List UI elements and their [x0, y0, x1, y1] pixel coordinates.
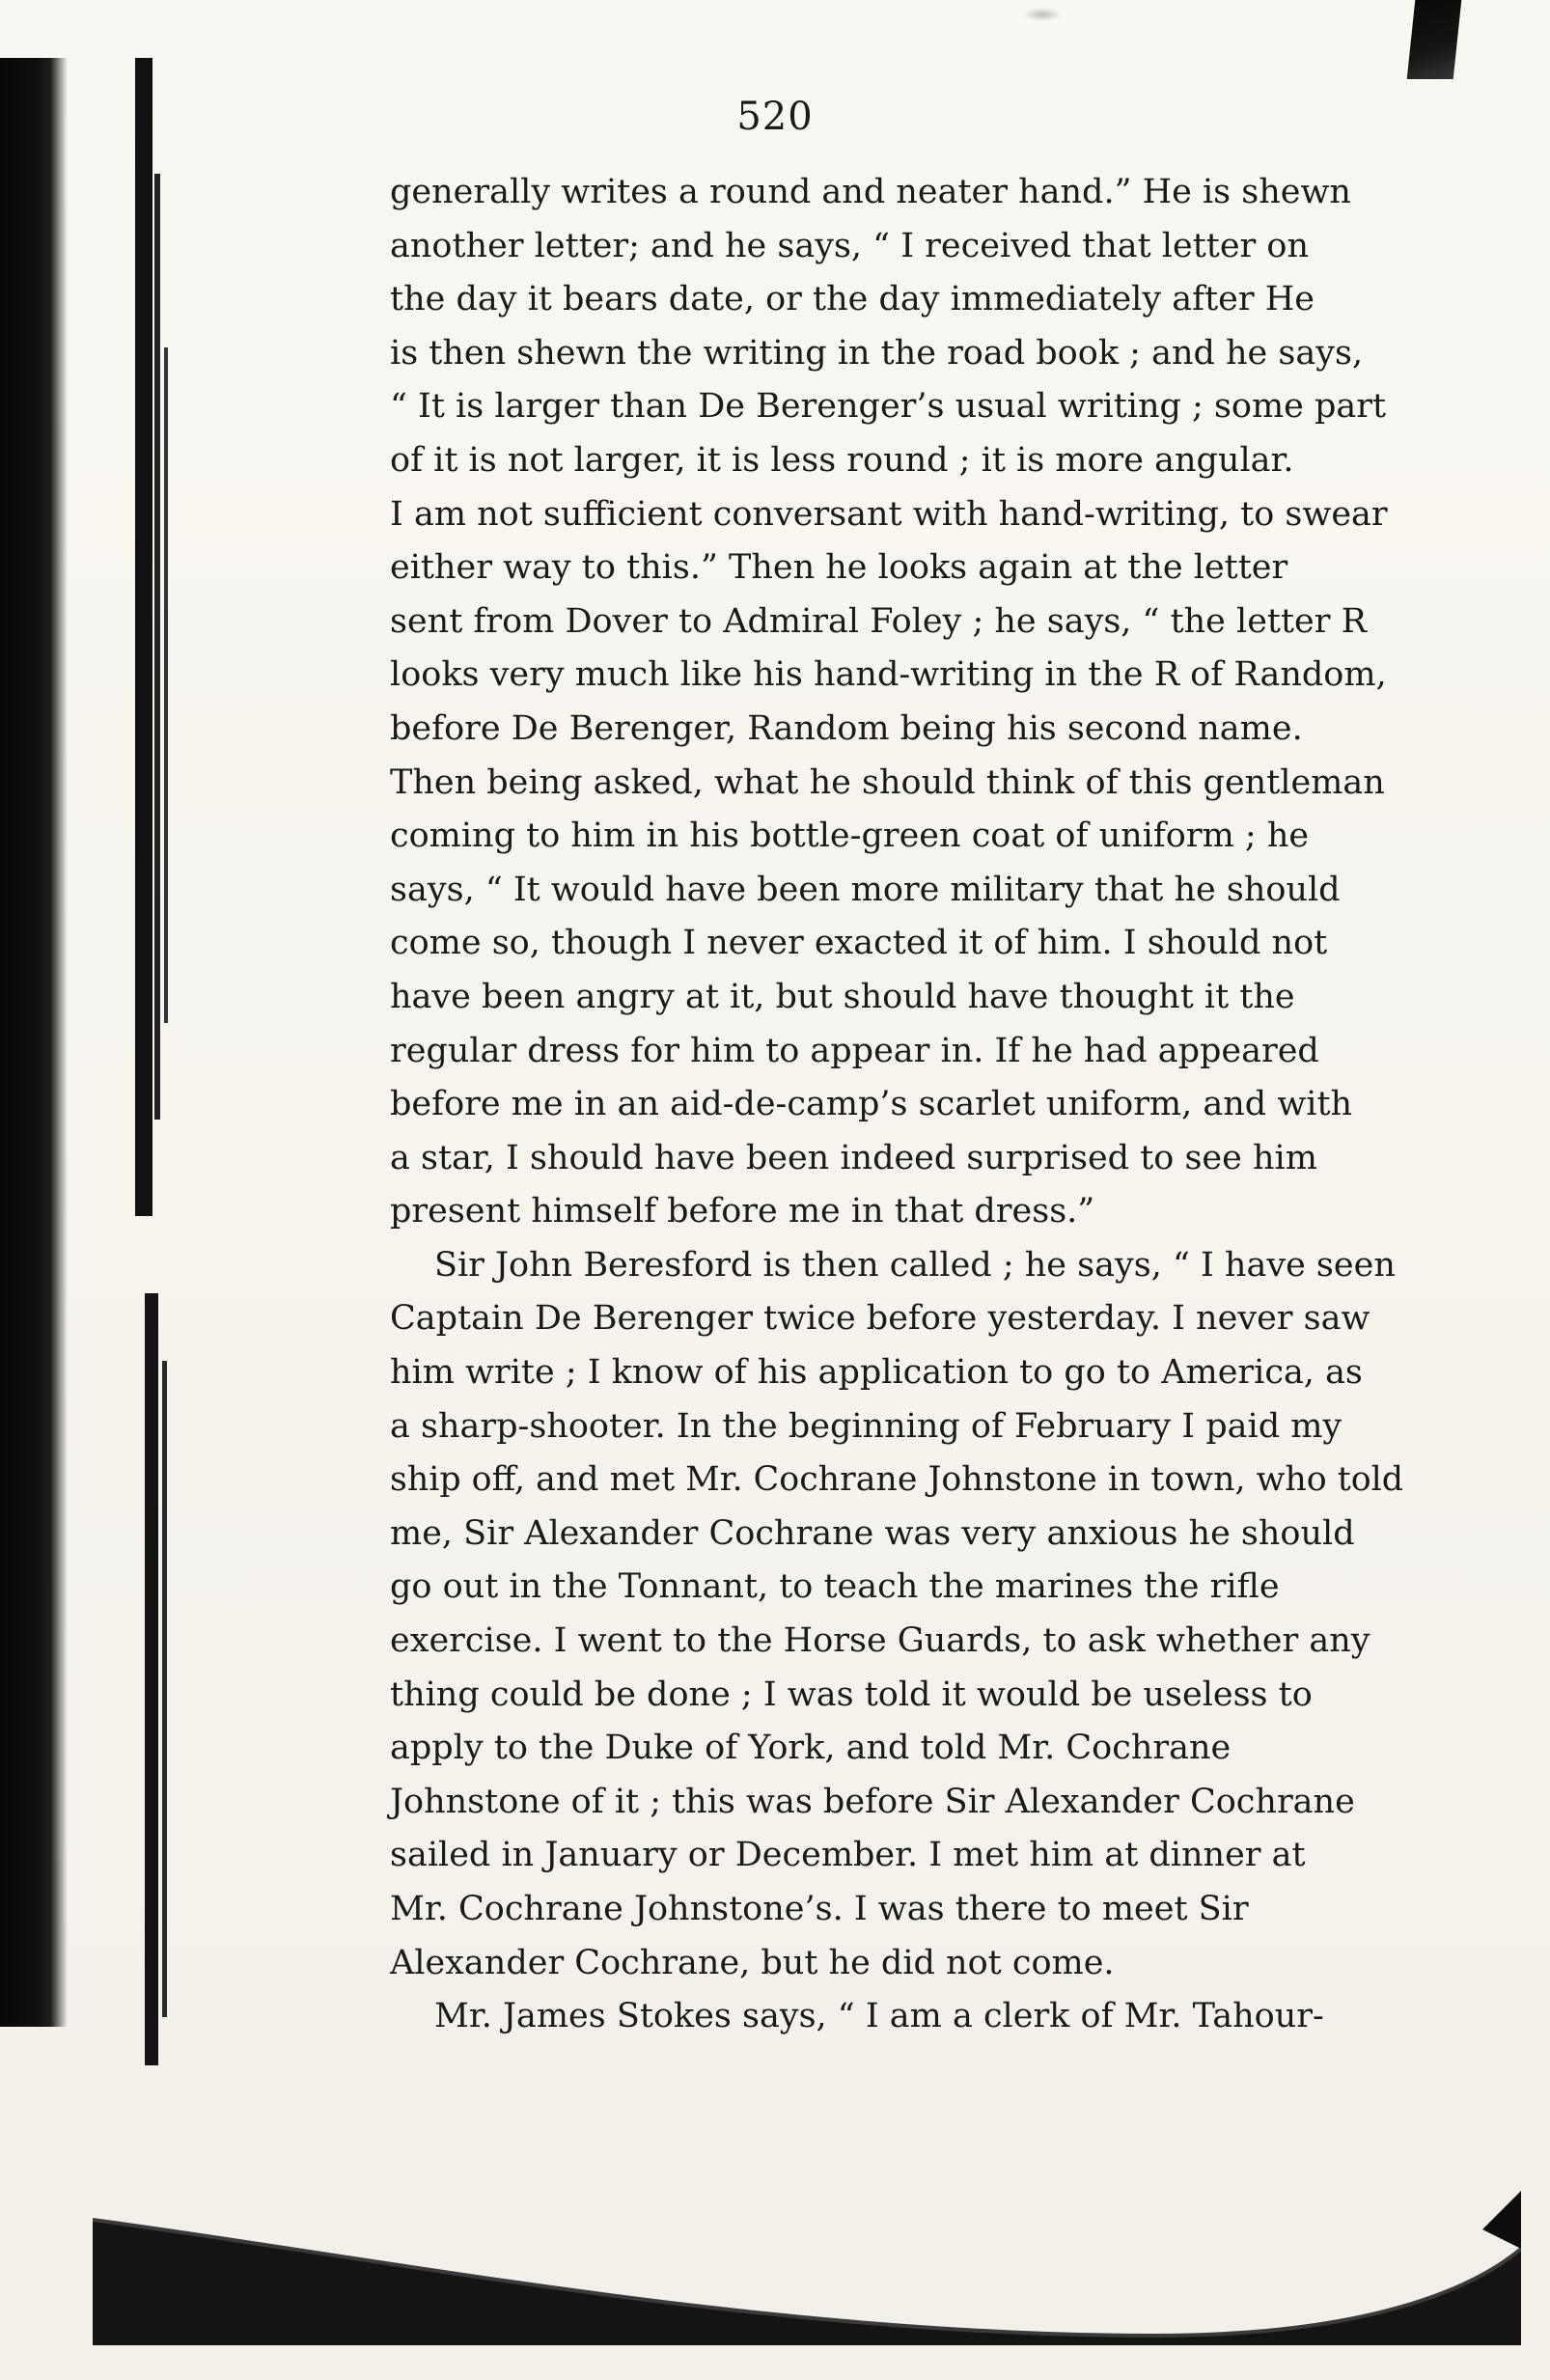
- text-line: [390, 1185, 1403, 1239]
- text-line: [390, 1453, 1403, 1508]
- text-line: [390, 434, 1403, 488]
- text-line-content: regular dress for him to appear in. If he had appeared: [390, 1031, 1319, 1070]
- text-line-content: Alexander Cochrane, but he did not come.: [390, 1943, 1115, 1982]
- text-line: [390, 1078, 1403, 1132]
- binding-shadow: [0, 58, 68, 2027]
- text-line: [390, 971, 1403, 1025]
- text-line-content: Mr. Cochrane Johnstone’s. I was there to meet Sir: [390, 1890, 1249, 1928]
- text-line: [390, 541, 1403, 595]
- top-corner-shadow: [1407, 0, 1462, 79]
- text-line: [390, 1292, 1403, 1346]
- text-line-content: apply to the Duke of York, and told Mr. Cochrane: [390, 1729, 1232, 1768]
- text-line-content: Captain De Berenger twice before yesterday. I never saw: [390, 1299, 1370, 1339]
- text-line: [390, 220, 1403, 274]
- text-line: [390, 1883, 1403, 1937]
- text-line-content: Johnstone of it ; this was before Sir Alexander Cochrane: [390, 1782, 1355, 1821]
- text-line: [390, 1561, 1403, 1615]
- binding-edge-marks: [125, 58, 222, 2065]
- text-line: [390, 1025, 1403, 1079]
- text-line-content: present himself before me in that dress.”: [390, 1192, 1095, 1232]
- text-line: [390, 1239, 1403, 1293]
- text-line: [390, 1990, 1403, 2044]
- text-line-content: generally writes a round and neater hand.” He is shewn: [390, 173, 1351, 211]
- text-line-content: either way to this.” Then he looks again at the letter: [390, 548, 1288, 588]
- text-line-content: says, “ It would have been more military that he should: [390, 870, 1341, 909]
- text-line: [390, 1508, 1403, 1562]
- text-line: [390, 1400, 1403, 1454]
- text-line: [390, 703, 1403, 757]
- text-line-content: Mr. James Stokes says, “ I am a clerk of Mr. Tahour-: [434, 1997, 1324, 2036]
- body-text: [390, 166, 1403, 2044]
- bottom-page-curl: [93, 2191, 1521, 2345]
- text-line-content: come so, though I never exacted it of him. I should not: [390, 924, 1328, 963]
- text-line: [390, 649, 1403, 703]
- text-line-content: go out in the Tonnant, to teach the marines the rifle: [390, 1567, 1280, 1607]
- text-line: [390, 1722, 1403, 1776]
- text-line-content: ship off, and met Mr. Cochrane Johnstone in town, who told: [390, 1460, 1404, 1500]
- text-line-content: before me in an aid-de-camp’s scarlet uniform, and with: [390, 1085, 1353, 1124]
- text-line-content: him write ; I know of his application to go to America, as: [390, 1353, 1363, 1393]
- text-line-content: I am not sufficient conversant with hand-writing, to swear: [390, 494, 1388, 534]
- text-line-content: before De Berenger, Random being his second name.: [390, 708, 1303, 748]
- text-line: [390, 864, 1403, 918]
- text-line-content: sailed in January or December. I met him at dinner at: [390, 1836, 1306, 1875]
- page-number: 520: [736, 95, 814, 139]
- text-line: [390, 810, 1403, 864]
- text-line-content: is then shewn the writing in the road book ; and he says,: [390, 333, 1364, 373]
- text-line: [390, 166, 1403, 220]
- text-line-content: coming to him in his bottle-green coat of uniform ; he: [390, 816, 1310, 856]
- text-line-content: thing could be done ; I was told it would be useless to: [390, 1674, 1313, 1714]
- text-line-content: looks very much like his hand-writing in the R of Random,: [390, 655, 1387, 695]
- text-line-content: “ It is larger than De Berenger’s usual writing ; some part: [390, 387, 1387, 427]
- text-line: [390, 757, 1403, 811]
- text-line-content: of it is not larger, it is less round ; it is more angular.: [390, 440, 1294, 480]
- text-line-content: a star, I should have been indeed surprised to see him: [390, 1138, 1317, 1177]
- text-line: [390, 1615, 1403, 1669]
- text-line-content: have been angry at it, but should have thought it the: [390, 977, 1295, 1016]
- text-line: [390, 327, 1403, 381]
- text-line: [390, 273, 1403, 327]
- text-line-content: Sir John Beresford is then called ; he says, “ I have seen: [434, 1245, 1396, 1285]
- text-line: [390, 380, 1403, 434]
- text-line-content: a sharp-shooter. In the beginning of February I paid my: [390, 1406, 1342, 1446]
- text-line: [390, 1669, 1403, 1723]
- text-line-content: exercise. I went to the Horse Guards, to ask whether any: [390, 1621, 1370, 1661]
- text-line: [390, 917, 1403, 971]
- top-smudge: [1023, 8, 1062, 21]
- text-line-content: another letter; and he says, “ I received that letter on: [390, 226, 1310, 265]
- text-line: [390, 1346, 1403, 1400]
- text-line: [390, 595, 1403, 650]
- text-line: [390, 1937, 1403, 1991]
- text-line-content: sent from Dover to Admiral Foley ; he says, “ the letter R: [390, 601, 1367, 641]
- text-line-content: Then being asked, what he should think of this gentleman: [390, 762, 1385, 802]
- text-line-content: the day it bears date, or the day immediately after He: [390, 280, 1315, 319]
- text-line: [390, 1829, 1403, 1883]
- text-line: [390, 488, 1403, 542]
- text-line: [390, 1132, 1403, 1186]
- text-line-content: me, Sir Alexander Cochrane was very anxious he should: [390, 1513, 1355, 1553]
- text-line: [390, 1776, 1403, 1830]
